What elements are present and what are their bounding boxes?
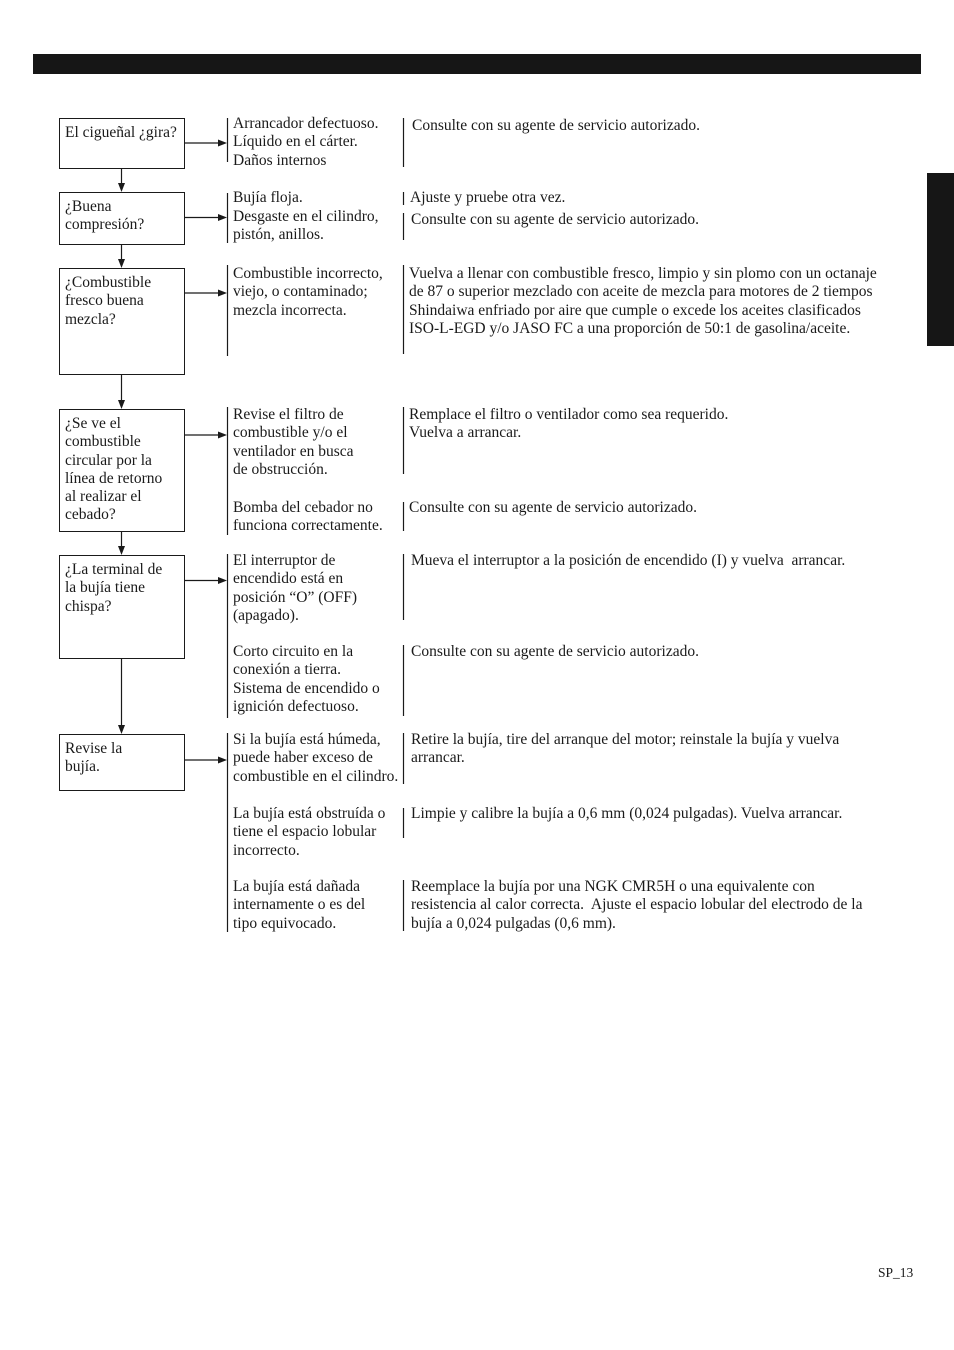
- cause-text-line: (apagado).: [233, 606, 299, 624]
- question-text-line: Revise la: [65, 740, 123, 757]
- cause-text-line: Bomba del cebador no: [233, 499, 373, 516]
- remedy-text-line: ISO-L-EGD y/o JASO FC a una proporción de 50:1 de gasolina/aceite.: [409, 319, 851, 337]
- question-text-line: cebado?: [65, 506, 116, 524]
- remedy-text-line: Limpie y calibre la bujía a 0,6 mm (0,024 pulgadas). Vuelva arrancar.: [411, 805, 843, 822]
- cause-text-line: funciona correctamente.: [233, 517, 383, 535]
- arrowhead: [218, 214, 227, 221]
- cause-text-line: Daños internos: [233, 151, 327, 169]
- remedy-text-line: Vuelva a arrancar.: [409, 424, 522, 442]
- cause-text-line: Revise el filtro de: [233, 406, 344, 423]
- page-number: SP_13: [878, 1265, 914, 1280]
- cause-text-line: de obstrucción.: [233, 460, 328, 478]
- remedy-block: [411, 878, 862, 933]
- question-text-line: compresión?: [65, 216, 145, 234]
- cause-block: [233, 406, 354, 479]
- arrowhead: [218, 577, 227, 584]
- remedy-block: [412, 117, 700, 135]
- cause-text-line: ventilador en busca: [233, 442, 354, 460]
- cause-text-line: Si la bujía está húmeda,: [233, 731, 381, 748]
- question-text-line: al realizar el: [65, 488, 142, 506]
- cause-text-line: Bujía floja.: [233, 189, 303, 206]
- cause-block: [233, 643, 380, 716]
- remedy-text-line: Ajuste y pruebe otra vez.: [410, 189, 566, 206]
- arrowhead: [218, 757, 227, 764]
- cause-text-line: pistón, anillos.: [233, 226, 324, 244]
- cause-text-line: Líquido en el cárter.: [233, 133, 358, 151]
- remedy-text-line: Remplace el filtro o ventilador como sea requerido.: [409, 406, 729, 423]
- cause-text-line: La bujía está obstruída o: [233, 805, 386, 822]
- remedy-block: [410, 189, 565, 207]
- cause-block: [233, 552, 357, 625]
- cause-block: [233, 805, 385, 860]
- remedy-block: [411, 643, 699, 661]
- cause-text-line: ignición defectuoso.: [233, 697, 359, 715]
- remedy-text-line: de 87 o superior mezclado con aceite de mezcla para motores de 2 tiempos: [409, 283, 873, 301]
- remedy-block: [411, 731, 839, 768]
- arrowhead: [218, 140, 227, 147]
- cause-text-line: encendido está en: [233, 570, 344, 588]
- arrowhead: [118, 725, 125, 734]
- question-text-line: ¿Combustible: [65, 274, 152, 291]
- cause-text-line: mezcla incorrecta.: [233, 301, 347, 319]
- question-text-line: bujía.: [65, 758, 100, 776]
- question-text-line: la bujía tiene: [65, 579, 146, 597]
- cause-block: [233, 265, 383, 320]
- remedy-text-line: Consulte con su agente de servicio autorizado.: [411, 211, 699, 228]
- question-text-line: combustible: [65, 433, 141, 451]
- cause-text-line: combustible y/o el: [233, 424, 348, 442]
- cause-text-line: El interruptor de: [233, 552, 336, 569]
- cause-block: [233, 731, 398, 786]
- remedy-block: [411, 805, 842, 823]
- right-arrow-connectors: [184, 143, 219, 760]
- cause-text-line: tiene el espacio lobular: [233, 823, 377, 841]
- arrowhead: [218, 290, 227, 297]
- cause-text-line: Combustible incorrecto,: [233, 265, 383, 282]
- cause-block: [233, 878, 365, 933]
- question-text-line: línea de retorno: [65, 469, 163, 487]
- cause-text-line: Sistema de encendido o: [233, 679, 380, 697]
- cause-text-line: Desgaste en el cilindro,: [233, 208, 379, 225]
- remedy-text-line: Reemplace la bujía por una NGK CMR5H o una equivalente con: [411, 878, 815, 895]
- question-box-compression: [59, 192, 185, 245]
- remedy-block: [409, 499, 697, 517]
- cause-text-line: conexión a tierra.: [233, 661, 342, 679]
- remedy-text-line: Shindaiwa enfriado por aire que cumple o excede los aceites clasificados: [409, 301, 861, 319]
- remedy-text-line: Consulte con su agente de servicio autorizado.: [411, 643, 699, 660]
- question-text-line: circular por la: [65, 451, 152, 469]
- remedy-text-line: Mueva el interruptor a la posición de encendido (I) y vuelva arrancar.: [411, 552, 846, 569]
- arrowhead: [118, 183, 125, 192]
- question-text-line: El cigueñal ¿gira?: [65, 124, 177, 141]
- cause-block: [233, 208, 378, 245]
- remedy-text-line: bujía a 0,024 pulgadas (0,6 mm).: [411, 914, 616, 932]
- cause-text-line: internamente o es del: [233, 896, 366, 914]
- question-text-line: fresco buena: [65, 292, 144, 310]
- cause-text-line: Corto circuito en la: [233, 643, 354, 660]
- cause-text-line: puede haber exceso de: [233, 749, 373, 767]
- arrowhead: [118, 400, 125, 409]
- question-box-crankshaft: [59, 118, 185, 169]
- right-arrowheads: [218, 140, 227, 764]
- question-box-spark: [59, 555, 185, 659]
- question-text-line: ¿Se ve el: [65, 415, 121, 432]
- remedy-text-line: Consulte con su agente de servicio autorizado.: [412, 117, 700, 134]
- remedy-text-line: Vuelva a llenar con combustible fresco, limpio y sin plomo con un octanaje: [409, 265, 877, 282]
- remedy-text-line: arrancar.: [411, 749, 465, 767]
- arrowhead: [118, 259, 125, 268]
- question-text-line: chispa?: [65, 597, 112, 615]
- remedy-text-line: resistencia al calor correcta. Ajuste el espacio lobular del electrodo de la: [411, 896, 863, 914]
- question-box-spark-plug: [59, 734, 185, 791]
- question-box-fuel: [59, 268, 185, 375]
- question-box-fuel-return: [59, 409, 185, 532]
- question-text-line: ¿La terminal de: [65, 561, 163, 578]
- cause-text-line: combustible en el cilindro.: [233, 767, 399, 785]
- cause-text-line: tipo equivocado.: [233, 914, 337, 932]
- cause-text-line: viejo, o contaminado;: [233, 283, 368, 301]
- remedy-block: [411, 552, 845, 570]
- cause-text-line: La bujía está dañada: [233, 878, 360, 895]
- arrowhead: [218, 432, 227, 439]
- remedy-text-line: Retire la bujía, tire del arranque del motor; reinstale la bujía y vuelva: [411, 731, 840, 748]
- question-text-line: ¿Buena: [65, 198, 112, 215]
- cause-block: [233, 499, 383, 536]
- cause-block: [233, 189, 303, 207]
- question-text-line: mezcla?: [65, 310, 116, 328]
- remedy-text-line: Consulte con su agente de servicio autorizado.: [409, 499, 697, 516]
- arrowhead: [118, 546, 125, 555]
- cause-text-line: posición “O” (OFF): [233, 588, 357, 606]
- cause-text-line: incorrecto.: [233, 841, 300, 859]
- cause-block: [233, 115, 378, 170]
- cause-text-line: Arrancador defectuoso.: [233, 115, 379, 132]
- remedy-block: [409, 406, 728, 443]
- remedy-block: [409, 265, 877, 338]
- remedy-block: [411, 211, 699, 229]
